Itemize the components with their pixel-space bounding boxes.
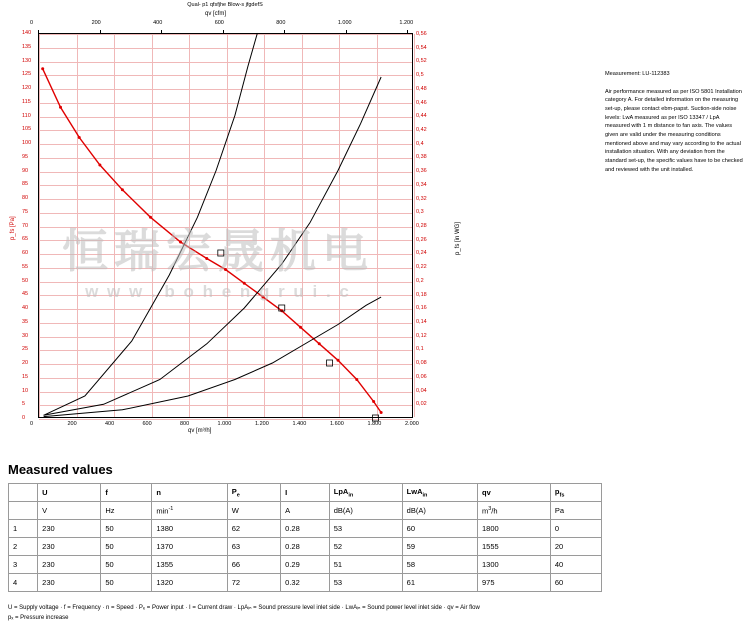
column-header-6: LpA$_{in}$ [329,484,402,502]
table-units-row [9,502,602,520]
x-axis-tick-label: 800 [180,421,190,427]
y-axis-tick-label: 95 [22,153,29,160]
column-header-9: $p_{fs}$ [550,484,601,502]
series-data-point [318,342,321,345]
table-cell: 66 [227,556,280,574]
table-row [9,556,602,574]
series-data-point [337,359,340,362]
x-axis-tick-label: 1.600 [330,421,344,427]
series-data-point [98,164,101,167]
table-cell: 40 [550,556,601,574]
column-unit-6: dB(A) [329,502,402,520]
table-header-row [9,484,602,502]
measurement-notes [605,70,745,174]
chart-title: Qual- p1 qfsfjhe Blow-s jfgdefS [187,2,263,8]
y-axis-tick-label: 75 [22,208,29,215]
y-axis-title: p_fs [Pa] [10,216,16,240]
table-cell: 1555 [477,538,550,556]
table-cell: 1380 [152,520,227,538]
column-unit-1: V [38,502,101,520]
series-data-point [179,241,182,244]
watermark-primary: 恒瑞宏晟机电 [62,225,374,277]
table-cell: 1800 [477,520,550,538]
y-axis-tick-label: 60 [22,250,29,256]
secondary-y-axis-tick-label: 0,14 [416,319,427,325]
watermark-secondary: w w w . b o h e n g r u i . c [85,282,351,301]
x-axis-tick-label: 200 [67,421,77,427]
secondary-x-axis-tick [346,30,347,33]
secondary-y-axis-tick-label: 0,06 [416,373,427,380]
secondary-y-axis-tick-label: 0,26 [416,236,427,243]
secondary-y-axis-tick-label: 0,22 [416,264,427,271]
secondary-x-axis-tick-label: 200 [91,20,101,26]
table-cell: 59 [402,538,477,556]
secondary-y-axis-tick-label: 0,4 [416,140,424,147]
table-cell: 60 [550,574,601,592]
secondary-y-axis-tick-label: 0,36 [416,168,427,175]
secondary-y-axis-tick-label: 0,28 [416,223,427,229]
x-axis-tick-label: 0 [30,421,34,427]
measured-values-section [8,462,742,592]
table-cell: 53 [329,520,402,538]
series-data-point [121,188,124,191]
table-cell: 230 [38,556,101,574]
column-unit-0 [9,502,38,520]
y-axis-tick-label: 55 [22,263,29,270]
x-axis-tick-label: 400 [105,421,115,427]
secondary-x-axis-tick-label: 800 [276,20,286,26]
table-cell: 2 [9,538,38,556]
chart-series-line [44,77,382,415]
secondary-y-axis-tick-label: 0,32 [416,195,427,202]
chart-series-line [44,33,258,415]
series-data-point [262,296,265,299]
secondary-y-axis-tick-label: 0,02 [416,401,427,408]
secondary-y-axis-tick-label: 0,34 [416,181,427,188]
y-axis-tick-label: 50 [22,277,29,284]
secondary-y-axis-tick-label: 0,18 [416,291,427,298]
secondary-y-axis-tick-label: 0,44 [416,113,427,120]
table-cell: 0.28 [281,520,330,538]
operating-point-marker [218,250,224,256]
measurement-description: Air performance measured as per ISO 5801 Installation category A. For detailed information on the measuring set-up, please contact ebm-papst. Suction-side noise levels: LwA measured as per ISO 13347 / LpA measured with 1 m distance to fan axis. The values given are valid under the measuring conditions mentioned above and may vary according to the actual installation situation. With any deviation from the standard set-up, the specific values have to be checked and reviewed with the unit installed. [605,88,743,173]
series-data-point [355,378,358,381]
series-data-point [149,216,152,219]
chart-curves [0,0,470,450]
chart-series-line [44,297,382,417]
y-axis-tick-label: 130 [22,57,32,64]
table-cell: 1 [9,520,38,538]
secondary-y-axis-tick-label: 0,38 [416,154,427,161]
legend-line-1: U = Supply voltage · f = Frequency · n = Speed · Pₑ = Power input · I = Current draw · LpAᵢₙ = Sound pressure level inlet side · LwAᵢₙ = Sound power level inlet side · qv = Air flow [8,605,480,611]
secondary-x-axis-tick-label: 1.200 [399,20,414,26]
y-axis-tick-label: 15 [22,373,29,380]
y-axis-tick-label: 90 [22,167,29,174]
column-header-0 [9,484,38,502]
y-axis-tick-label: 125 [22,71,32,78]
secondary-y-axis-tick-label: 0,52 [416,58,427,65]
y-axis-tick-label: 30 [22,332,29,339]
y-axis-tick-label: 105 [22,126,32,133]
series-data-point [380,411,383,414]
secondary-x-axis-title: qv [cfm] [205,11,227,17]
secondary-x-axis-tick-label: 0 [30,20,34,26]
secondary-y-axis-tick-label: 0,2 [416,277,424,284]
legend-line-2: pₓ = Pressure increase [8,614,69,621]
y-axis-tick-label: 45 [22,291,29,298]
y-axis-tick-label: 5 [22,401,26,408]
x-axis-tick-label: 2.000 [405,421,419,427]
secondary-y-axis-tick-label: 0,56 [416,31,427,38]
series-data-point [205,257,208,260]
table-cell: 50 [101,556,152,574]
x-axis-title: qv [m³/h] [188,428,212,434]
secondary-x-axis-tick [38,30,39,33]
secondary-y-axis-tick-label: 0,3 [416,209,424,216]
table-cell: 50 [101,538,152,556]
series-data-point [224,268,227,271]
table-cell: 0.28 [281,538,330,556]
x-axis-tick-label: 1.000 [217,421,232,427]
measured-values-table [8,483,602,592]
table-cell: 50 [101,574,152,592]
table-cell: 60 [402,520,477,538]
column-unit-5: A [281,502,330,520]
chart-series-line [43,69,381,413]
secondary-x-axis-tick-label: 1.000 [337,20,352,26]
secondary-x-axis-tick [407,30,408,33]
y-axis-tick-label: 10 [22,387,29,394]
secondary-y-axis-tick-label: 0,1 [416,346,424,353]
table-cell: 72 [227,574,280,592]
table-cell: 63 [227,538,280,556]
table-cell: 50 [101,520,152,538]
series-data-point [41,67,44,70]
secondary-y-axis-tick-label: 0,48 [416,85,427,92]
table-cell: 62 [227,520,280,538]
fan-performance-chart [0,0,470,450]
y-axis-tick-label: 115 [22,98,31,105]
secondary-x-axis-tick [284,30,285,33]
table-cell: 0 [550,520,601,538]
table-cell: 20 [550,538,601,556]
column-unit-3: $\min^{-1}$ [152,502,227,520]
table-cell: 61 [402,574,477,592]
table-row [9,520,602,538]
secondary-y-axis-tick-label: 0,42 [416,127,427,134]
secondary-y-axis-tick-label: 0,16 [416,305,427,312]
column-unit-8: $m^3/h$ [477,502,550,520]
y-axis-tick-label: 20 [22,360,29,366]
table-cell: 3 [9,556,38,574]
x-axis-tick-label: 1.400 [292,421,307,427]
column-header-1: U [38,484,101,502]
column-unit-9: Pa [550,502,601,520]
series-data-point [59,106,62,109]
x-axis-tick-label: 1.800 [367,421,382,427]
table-legend [8,604,708,623]
table-cell: 1300 [477,556,550,574]
table-cell: 4 [9,574,38,592]
secondary-y-axis-tick-label: 0,5 [416,72,424,79]
column-unit-2: Hz [101,502,152,520]
y-axis-tick-label: 70 [22,222,29,229]
table-cell: 1370 [152,538,227,556]
secondary-y-axis-tick-label: 0,54 [416,44,427,51]
table-cell: 52 [329,538,402,556]
table-cell: 51 [329,556,402,574]
table-cell: 230 [38,520,101,538]
y-axis-tick-label: 25 [22,346,29,353]
measured-values-title: Measured values [8,462,113,477]
y-axis-tick-label: 35 [22,318,29,325]
secondary-x-axis-tick [223,30,224,33]
table-row [9,574,602,592]
secondary-x-axis-tick [100,30,101,33]
series-data-point [78,136,81,139]
y-axis-tick-label: 120 [22,85,32,91]
column-unit-7: dB(A) [402,502,477,520]
table-cell: 1355 [152,556,227,574]
secondary-y-axis-tick-label: 0,08 [416,360,427,367]
operating-point-marker [327,360,333,366]
series-data-point [243,282,246,285]
series-data-point [372,400,375,403]
secondary-x-axis-tick-label: 400 [153,20,163,26]
table-cell: 0.29 [281,556,330,574]
column-header-2: f [101,484,152,502]
table-cell: 975 [477,574,550,592]
series-data-point [299,326,302,329]
y-axis-tick-label: 0 [22,415,26,421]
column-header-8: qv [477,484,550,502]
secondary-x-axis-tick-label: 600 [214,20,224,26]
y-axis-tick-label: 80 [22,195,29,201]
secondary-y-axis-tick-label: 0,04 [416,387,427,394]
y-axis-tick-label: 110 [22,112,31,119]
table-cell: 1320 [152,574,227,592]
y-axis-tick-label: 135 [22,43,32,50]
column-header-4: $P_e$ [227,484,280,502]
column-unit-4: W [227,502,280,520]
y-axis-tick-label: 100 [22,140,32,146]
x-axis-tick-label: 1.200 [255,421,269,427]
y-axis-tick-label: 65 [22,236,29,243]
secondary-y-axis-tick-label: 0,24 [416,250,427,257]
table-cell: 58 [402,556,477,574]
table-row [9,538,602,556]
column-header-5: I [281,484,330,502]
secondary-x-axis-tick [161,30,162,33]
table-cell: 0.32 [281,574,330,592]
column-header-3: n [152,484,227,502]
secondary-y-axis-tick-label: 0,46 [416,99,427,106]
measurement-id: Measurement: LU-112383 [605,71,670,77]
table-cell: 53 [329,574,402,592]
y-axis-tick-label: 85 [22,181,29,188]
y-axis-tick-label: 140 [22,30,32,36]
y-axis-tick-label: 40 [22,305,29,311]
table-cell: 230 [38,538,101,556]
column-header-7: LwA$_{in}$ [402,484,477,502]
x-axis-tick-label: 600 [142,421,152,427]
secondary-y-axis-tick-label: 0,12 [416,332,427,339]
secondary-y-axis-title: p_fs [in WG] [455,221,461,255]
table-cell: 230 [38,574,101,592]
